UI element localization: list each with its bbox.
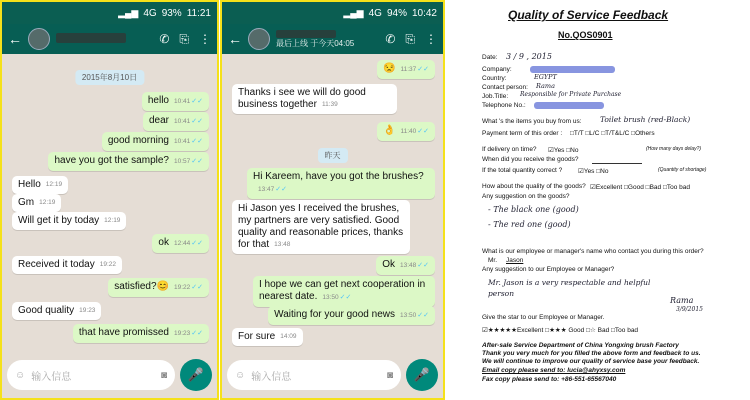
q-items: What 's the items you buy from us: — [482, 118, 582, 125]
read-ticks-icon: ✓✓ — [191, 138, 203, 145]
message-bubble[interactable]: Thanks i see we will do good business together 11:39 — [232, 84, 397, 114]
job-label: Job.Title: — [482, 93, 509, 100]
phone-icon[interactable]: ✆ — [385, 32, 396, 46]
mic-button[interactable] — [406, 359, 438, 391]
read-ticks-icon: ✓✓ — [191, 158, 203, 165]
q-star: Give the star to our Employee or Manager. — [482, 314, 605, 321]
battery-level: 94% — [386, 7, 407, 19]
q-delivery: If delivery on time? — [482, 146, 537, 153]
a-items: Toilet brush (red-Black) — [600, 115, 691, 124]
message-bubble[interactable]: have you got the sample? 10:57✓✓ — [48, 152, 209, 171]
clock: 11:21 — [186, 7, 211, 19]
telephone-label: Telephone No.: — [482, 102, 526, 109]
last-seen: 最后上线 于今天04:05 — [276, 38, 355, 48]
delivery-options: ☑Yes □No — [548, 147, 579, 154]
message-bubble[interactable]: Good quality 19:23 — [12, 302, 101, 320]
message-input[interactable] — [7, 360, 175, 390]
form-number: No.QOS0901 — [558, 30, 613, 40]
message-bubble[interactable]: I hope we can get next cooperation in nearest date. 13:50✓✓ — [253, 276, 435, 307]
emoji-icon[interactable]: ☺ — [15, 369, 26, 381]
chat-header — [2, 24, 217, 54]
quantity-note: (Quantity of shortage) — [658, 167, 707, 173]
footer-email[interactable]: Email copy please send to: lucia@ahyxsy.com — [482, 367, 626, 374]
q-quantity: If the total quantity correct ? — [482, 167, 563, 174]
message-bubble[interactable]: Hi Kareem, have you got the brushes?13:47✓✓ — [247, 168, 435, 199]
date-value: 3 / 9 , 2015 — [506, 52, 552, 61]
q-employee: What is our employee or manager's name who contact you during this order? — [482, 248, 704, 255]
employee-prefix: Mr. — [488, 257, 498, 264]
quality-options: ☑Excellent □Good □Bad □Too bad — [590, 184, 690, 191]
mic-icon: 🎤 — [187, 367, 205, 382]
a-suggest-employee-1: Mr. Jason is a very respectable and helpful — [488, 278, 651, 287]
menu-icon[interactable]: ⋮ — [199, 32, 211, 46]
attach-icon[interactable]: ⎘ — [179, 31, 189, 46]
status-bar — [2, 2, 217, 24]
message-bubble[interactable]: Gm 12:19 — [12, 194, 61, 212]
read-ticks-icon: ✓✓ — [339, 294, 352, 301]
clock: 10:42 — [411, 7, 437, 19]
contact-name[interactable] — [276, 30, 375, 49]
read-ticks-icon: ✓✓ — [417, 66, 429, 73]
battery-level: 93% — [161, 7, 182, 19]
network-type: 4G — [368, 7, 382, 19]
read-ticks-icon: ✓✓ — [275, 186, 288, 193]
camera-icon[interactable]: ◙ — [386, 369, 393, 381]
country-value: EGYPT — [534, 73, 557, 81]
message-bubble[interactable]: Ok 13:48✓✓ — [376, 256, 435, 275]
input-placeholder: 输入信息 — [31, 371, 72, 383]
redacted-name — [276, 30, 336, 38]
message-list[interactable] — [222, 54, 443, 352]
avatar[interactable] — [248, 28, 270, 50]
q-received: When did you receive the goods? — [482, 156, 579, 163]
read-ticks-icon: ✓✓ — [191, 284, 203, 291]
status-bar — [222, 2, 443, 24]
q-payment: Payment term of this order : — [482, 130, 563, 137]
employee-value: Jason — [506, 257, 524, 264]
input-placeholder: 输入信息 — [251, 371, 292, 383]
chat-screenshot-1 — [0, 0, 219, 400]
contact-value: Rama — [536, 82, 555, 90]
date-label: Date: — [482, 54, 498, 61]
message-input[interactable] — [227, 360, 401, 390]
back-arrow-icon[interactable]: ← — [228, 31, 242, 47]
redacted-telephone — [534, 102, 604, 109]
redacted-name — [56, 33, 126, 43]
a-suggest-2: - The red one (good) — [488, 220, 571, 229]
a-suggest-employee-2: person — [488, 289, 515, 298]
message-bubble[interactable]: Hello 12:19 — [12, 176, 68, 194]
read-ticks-icon: ✓✓ — [191, 330, 203, 337]
message-list[interactable] — [2, 54, 217, 352]
camera-icon[interactable]: ◙ — [160, 369, 167, 381]
attach-icon[interactable]: ⎘ — [405, 31, 415, 46]
message-bubble[interactable]: Will get it by today 12:19 — [12, 212, 126, 230]
avatar[interactable] — [28, 28, 50, 50]
message-bubble[interactable]: For sure 14:09 — [232, 328, 303, 346]
star-options: ☑★★★★★Excellent □★★★ Good □☆ Bad □Too bad — [482, 327, 639, 334]
message-bubble[interactable]: that have promissed 19:23✓✓ — [73, 324, 209, 343]
menu-icon[interactable]: ⋮ — [425, 32, 437, 46]
footer-improve: We will continue to improve our quality of service base your feedback. — [482, 358, 700, 365]
message-bubble[interactable]: dear 10:41✓✓ — [143, 112, 209, 131]
country-label: Country: — [482, 75, 507, 82]
received-underline — [592, 163, 642, 164]
q-suggest-goods: Any suggestion on the goods? — [482, 193, 570, 200]
message-bubble[interactable]: Waiting for your good news 13:50✓✓ — [268, 306, 435, 325]
contact-label: Contact person: — [482, 84, 528, 91]
job-value: Responsible for Private Purchase — [520, 91, 622, 98]
network-type: 4G — [143, 7, 157, 19]
q-quality: How about the quality of the goods? — [482, 183, 586, 190]
redacted-company — [530, 66, 615, 73]
chat-screenshot-2 — [220, 0, 445, 400]
read-ticks-icon: ✓✓ — [191, 118, 203, 125]
signal-icon: ▂▄▆ — [343, 7, 364, 18]
read-ticks-icon: ✓✓ — [417, 312, 429, 319]
footer-department: After-sale Service Department of China Yongxing brush Factory — [482, 342, 679, 349]
message-bubble[interactable]: 👌 11:40✓✓ — [377, 122, 435, 141]
q-suggest-employee: Any suggestion to our Employee or Manager? — [482, 266, 615, 273]
phone-icon[interactable]: ✆ — [159, 32, 170, 46]
quantity-options: ☑Yes □No — [578, 168, 609, 175]
delivery-note: (How many days delay?) — [646, 146, 702, 152]
message-bubble[interactable]: Hi Jason yes I received the brushes, my partners are very satisfied. Good quality and reasonable prices, thanks for that 13:48 — [232, 200, 410, 254]
footer-fax: Fax copy please send to: +86-551-65567040 — [482, 376, 617, 383]
signature-date: 3/9/2015 — [676, 306, 703, 313]
message-bubble[interactable]: hello 10:41✓✓ — [142, 92, 209, 111]
date-chip: 2015年8月10日 — [75, 70, 144, 85]
read-ticks-icon: ✓✓ — [417, 262, 429, 269]
chat-header — [222, 24, 443, 54]
read-ticks-icon: ✓✓ — [191, 240, 203, 247]
read-ticks-icon: ✓✓ — [191, 98, 203, 105]
message-bubble[interactable]: 😒 11:37✓✓ — [377, 60, 435, 79]
input-bar — [2, 352, 217, 398]
payment-options: □T/T □L/C □T/T&L/C □Others — [570, 130, 655, 137]
form-title: Quality of Service Feedback — [508, 8, 669, 22]
read-ticks-icon: ✓✓ — [417, 128, 429, 135]
message-bubble[interactable]: ok 12:44✓✓ — [152, 234, 209, 253]
date-chip: 昨天 — [318, 148, 348, 163]
contact-name[interactable] — [56, 33, 149, 46]
footer-thanks: Thank you very much for you filled the above form and feedback to us. — [482, 350, 701, 357]
signal-icon: ▂▄▆ — [118, 7, 139, 18]
a-suggest-1: - The black one (good) — [488, 205, 579, 214]
mic-icon: 🎤 — [413, 367, 431, 382]
mic-button[interactable] — [180, 359, 212, 391]
message-bubble[interactable]: satisfied?😊 19:22✓✓ — [108, 278, 209, 297]
message-bubble[interactable]: good morning 10:41✓✓ — [102, 132, 209, 151]
message-bubble[interactable]: Received it today 19:22 — [12, 256, 122, 274]
feedback-form — [450, 0, 750, 400]
company-label: Company: — [482, 66, 512, 73]
input-bar — [222, 352, 443, 398]
signature: Rama — [670, 296, 694, 305]
back-arrow-icon[interactable]: ← — [8, 31, 22, 47]
emoji-icon[interactable]: ☺ — [235, 369, 246, 381]
